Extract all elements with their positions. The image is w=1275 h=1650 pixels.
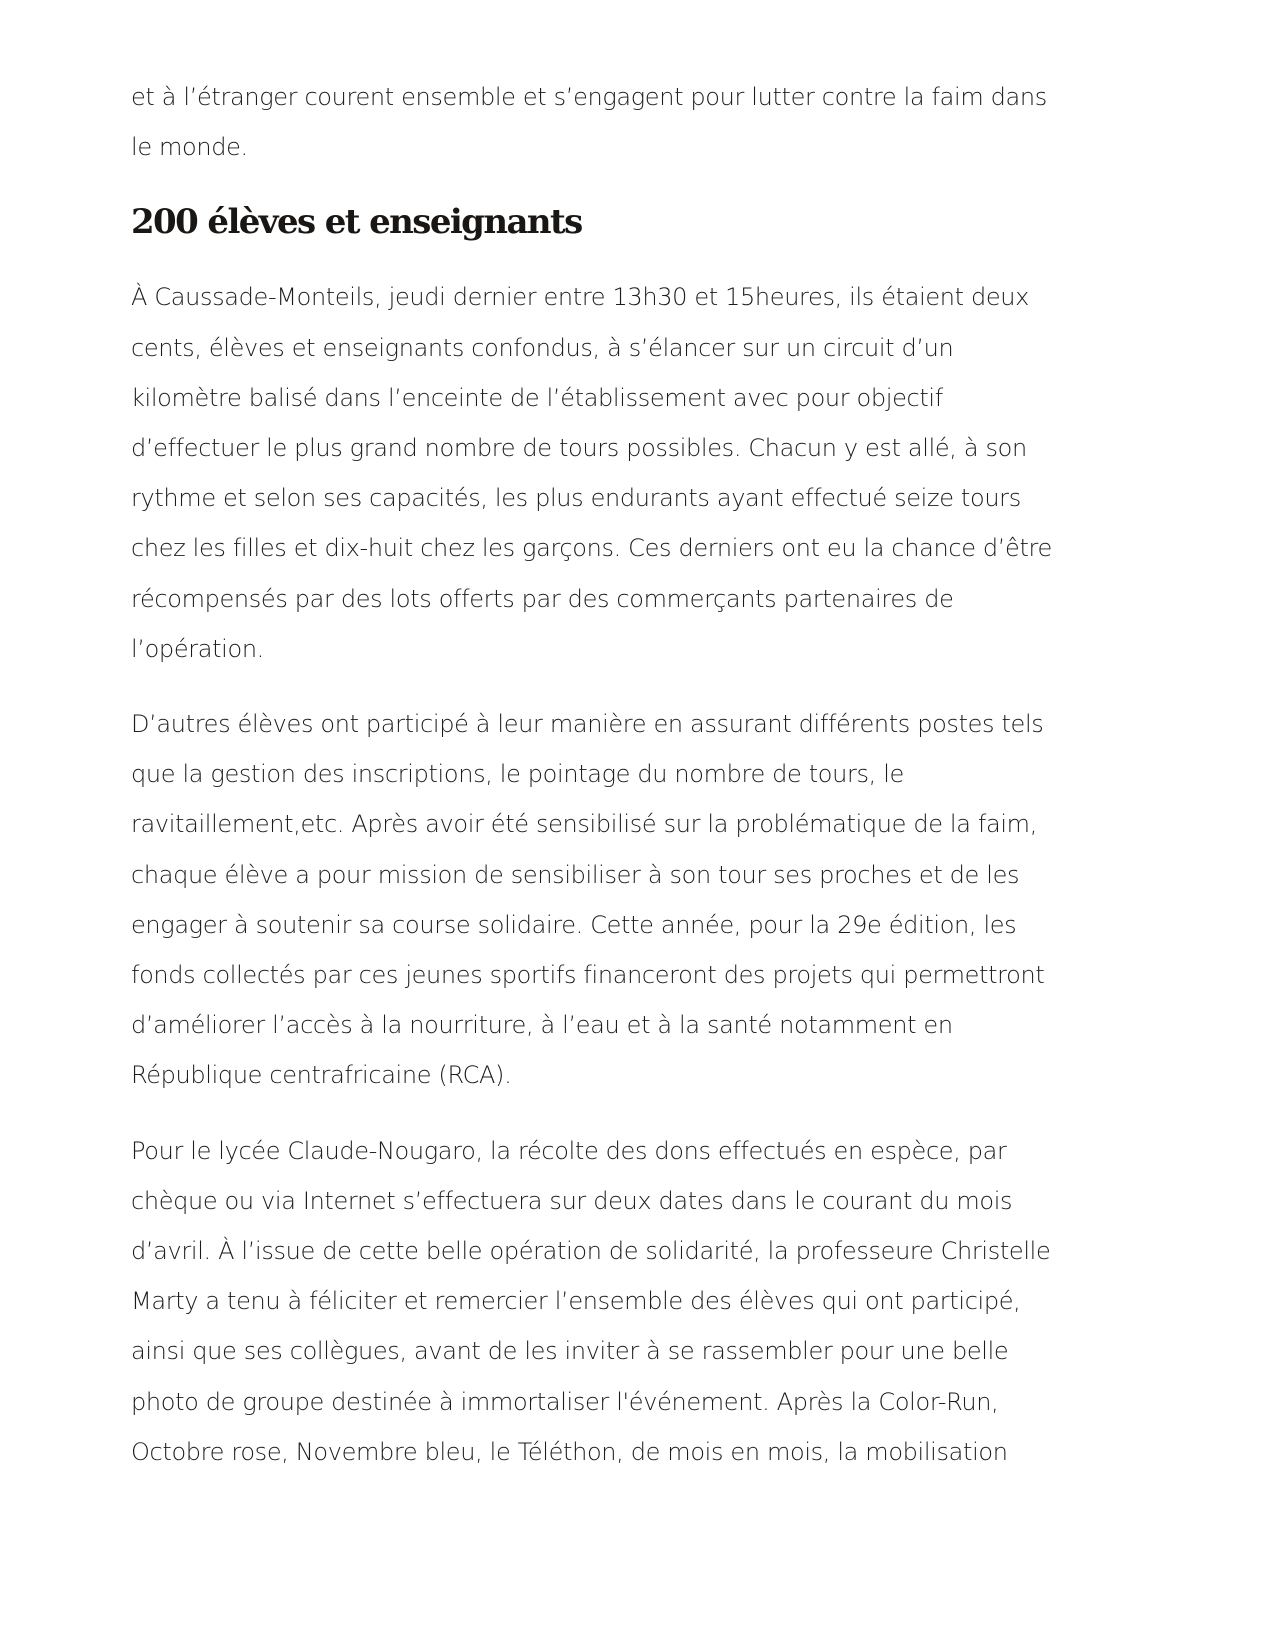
text-line: d’améliorer l’accès à la nourriture, à l’eau et à la santé notamment en — [131, 1011, 953, 1040]
section-heading: 200 élèves et enseignants — [131, 202, 582, 243]
text-line: fonds collectés par ces jeunes sportifs financeront des projets qui permettront — [131, 961, 1045, 990]
text-line: République centrafricaine (RCA). — [131, 1061, 512, 1090]
text-line: cents, élèves et enseignants confondus, à s’élancer sur un circuit d’un — [131, 333, 954, 362]
text-line: récompensés par des lots offerts par des commerçants partenaires de — [131, 584, 954, 613]
text-line: Octobre rose, Novembre bleu, le Téléthon, de mois en mois, la mobilisation — [131, 1437, 1008, 1466]
text-line: D’autres élèves ont participé à leur manière en assurant différents postes tels — [131, 710, 1044, 739]
paragraph-3 — [131, 1126, 1076, 1477]
text-line: photo de groupe destinée à immortaliser l'événement. Après la Color-Run, — [131, 1387, 999, 1416]
text-line: chèque ou via Internet s’effectuera sur deux dates dans le courant du mois — [131, 1186, 1013, 1215]
text-line: Marty a tenu à féliciter et remercier l’ensemble des élèves qui ont participé, — [131, 1287, 1021, 1316]
text-line: que la gestion des inscriptions, le pointage du nombre de tours, le — [131, 760, 904, 789]
text-line: chaque élève a pour mission de sensibiliser à son tour ses proches et de les — [131, 860, 1020, 889]
text-line: le monde. — [131, 133, 248, 162]
text-line: ainsi que ses collègues, avant de les inviter à se rassembler pour une belle — [131, 1337, 1009, 1366]
paragraph-2 — [131, 699, 1076, 1101]
text-line: et à l’étranger courent ensemble et s’engagent pour lutter contre la faim dans — [131, 83, 1047, 111]
text-line: À Caussade-Monteils, jeudi dernier entre 13h30 et 15heures, ils étaient deux — [131, 283, 1030, 312]
text-line: Pour le lycée Claude-Nougaro, la récolte des dons effectués en espèce, par — [131, 1136, 1007, 1165]
text-line: d’avril. À l’issue de cette belle opération de solidarité, la professeure Christelle — [131, 1237, 1051, 1266]
lead-paragraph — [131, 72, 1076, 172]
text-line: d’effectuer le plus grand nombre de tours possibles. Chacun y est allé, à son — [131, 434, 1027, 463]
text-line: chez les filles et dix-huit chez les garçons. Ces derniers ont eu la chance d’être — [131, 534, 1052, 563]
text-line: l’opération. — [131, 634, 264, 663]
paragraph-1 — [131, 272, 1076, 674]
text-line: rythme et selon ses capacités, les plus endurants ayant effectué seize tours — [131, 484, 1021, 513]
article-body — [131, 72, 1076, 1502]
text-line: engager à soutenir sa course solidaire. Cette année, pour la 29e édition, les — [131, 910, 1017, 939]
text-line: kilomètre balisé dans l’enceinte de l’établissement avec pour objectif — [131, 383, 943, 412]
text-line: ravitaillement,etc. Après avoir été sensibilisé sur la problématique de la faim, — [131, 810, 1037, 839]
